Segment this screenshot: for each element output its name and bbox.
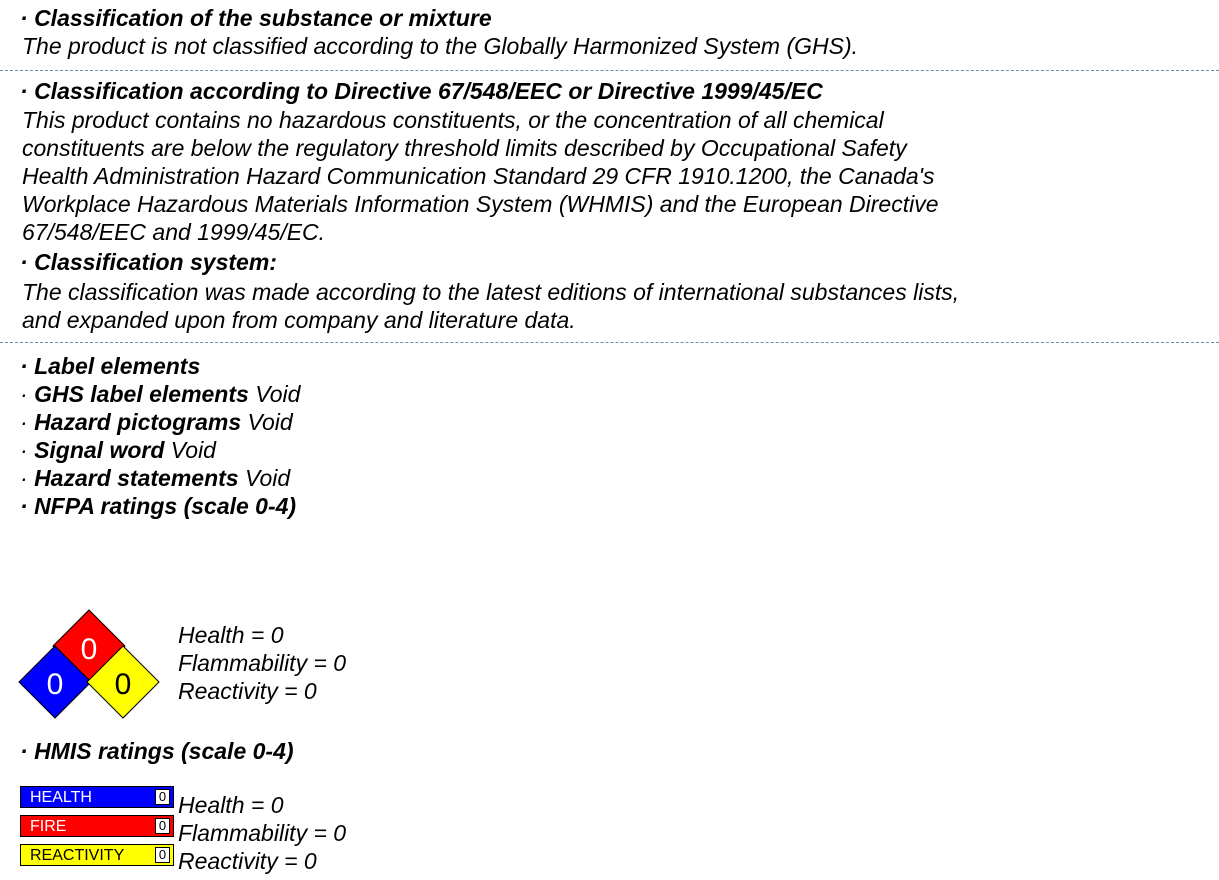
section-divider <box>0 342 1219 343</box>
nfpa-flammability-line: Flammability = 0 <box>178 650 347 676</box>
hmis-health-line: Health = 0 <box>178 792 284 818</box>
directive-line: Health Administration Hazard Communication Standard 29 CFR 1910.1200, the Canada's <box>22 163 935 189</box>
nfpa-reactivity-line: Reactivity = 0 <box>178 678 317 704</box>
hazard-statements: · Hazard statements Void <box>20 465 291 491</box>
classification-text: The product is not classified according to the Globally Harmonized System (GHS). <box>22 33 859 59</box>
hmis-row-label: FIRE <box>30 818 67 835</box>
hmis-row-value: 0 <box>155 818 170 834</box>
signal-word: · Signal word Void <box>20 437 216 463</box>
hmis-heading: · HMIS ratings (scale 0-4) <box>20 738 294 764</box>
hmis-health-row <box>20 786 174 808</box>
directive-line: This product contains no hazardous constituents, or the concentration of all chemical <box>22 107 884 133</box>
directive-line: constituents are below the regulatory threshold limits described by Occupational Safety <box>22 135 907 161</box>
system-line: The classification was made according to the latest editions of international substances lists, <box>22 279 960 305</box>
nfpa-health-value: 0 <box>46 668 64 701</box>
directive-heading: · Classification according to Directive 67/548/EEC or Directive 1999/45/EC <box>20 78 823 104</box>
label-elements-heading: · Label elements <box>20 353 201 379</box>
ghs-label-elements: · GHS label elements Void <box>20 381 301 407</box>
system-heading: · Classification system: <box>20 249 277 275</box>
hmis-row-value: 0 <box>155 789 170 805</box>
hmis-row-label: HEALTH <box>30 789 92 806</box>
nfpa-fire-value: 0 <box>80 633 98 666</box>
nfpa-reactivity-value: 0 <box>114 668 132 701</box>
hmis-reactivity-row <box>20 844 174 866</box>
section-divider <box>0 70 1219 71</box>
hmis-fire-row <box>20 815 174 837</box>
hazard-pictograms: · Hazard pictograms Void <box>20 409 293 435</box>
hmis-reactivity-line: Reactivity = 0 <box>178 848 317 874</box>
classification-heading: · Classification of the substance or mixture <box>20 5 492 31</box>
nfpa-heading: · NFPA ratings (scale 0-4) <box>20 493 297 519</box>
hmis-flammability-line: Flammability = 0 <box>178 820 347 846</box>
system-line: and expanded upon from company and literature data. <box>22 307 576 333</box>
nfpa-diamond <box>18 609 160 751</box>
hmis-row-value: 0 <box>155 847 170 863</box>
nfpa-health-line: Health = 0 <box>178 622 284 648</box>
directive-line: 67/548/EEC and 1999/45/EC. <box>22 219 326 245</box>
hmis-row-label: REACTIVITY <box>30 847 125 864</box>
directive-line: Workplace Hazardous Materials Information System (WHMIS) and the European Directive <box>22 191 939 217</box>
